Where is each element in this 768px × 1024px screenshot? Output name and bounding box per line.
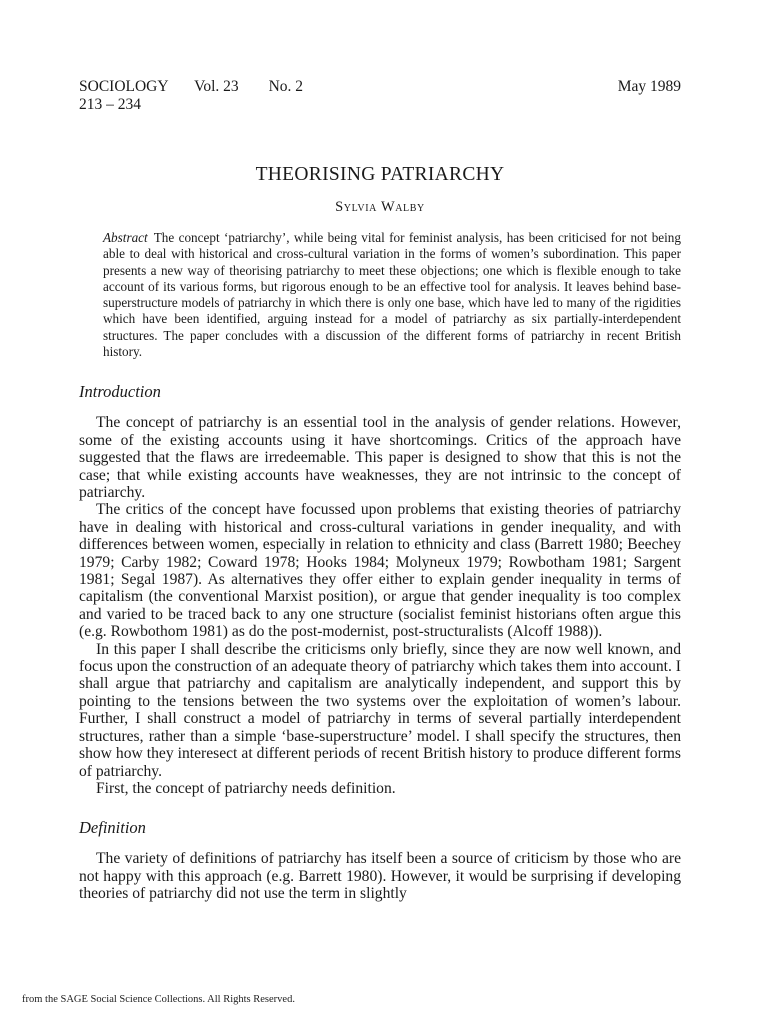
page-range: 213 – 234 [79, 96, 141, 113]
body-paragraph: In this paper I shall describe the criticisms only briefly, since they are now well known, and focus upon the construction of an adequate theory of patriarchy which takes them into account. I shall argue that patriarchy and capitalism are analytically independent, and support this by pointing to the tensions between the two systems over the exploitation of women’s labour. Further, I shall construct a model of patriarchy in terms of several partially interdependent structures, rather than a simple ‘base-superstructure’ model. I shall specify the structures, then show how they interesect at different periods of recent British history to produce different forms of patriarchy. [79, 640, 681, 780]
body-paragraph: First, the concept of patriarchy needs definition. [96, 779, 396, 797]
journal-date: May 1989 [617, 78, 681, 95]
journal-citation [79, 78, 329, 96]
abstract-label: Abstract [103, 230, 148, 245]
journal-issue: No. 2 [268, 78, 304, 95]
journal-header [79, 78, 681, 96]
journal-volume: Vol. 23 [194, 78, 239, 95]
section-heading-introduction: Introduction [79, 382, 161, 402]
body-paragraph: The critics of the concept have focussed upon problems that existing theories of patriarchy have in dealing with historical and cross-cultural variations in gender inequality, and with differences between women, especially in relation to ethnicity and class (Barrett 1980; Beechey 1979; Carby 1982; Coward 1978; Hooks 1984; Molyneux 1979; Rowbotham 1981; Sargent 1981; Segal 1987). As alternatives they offer either to explain gender inequality in terms of capitalism (the conventional Marxist position), or argue that gender inequality is too complex and varied to be traced back to any one structure (socialist feminist historians often argue this (e.g. Rowbothom 1981) as do the post-modernist, post-structuralists (Alcoff 1988)). [79, 501, 681, 641]
abstract [103, 230, 681, 360]
journal-name: SOCIOLOGY [79, 78, 169, 95]
abstract-text: The concept ‘patriarchy’, while being vital for feminist analysis, has been criticised for not being able to deal with historical and cross-cultural variation in the forms of women’s subordination. This paper presents a new way of theorising patriarchy to meet these objections; one which is flexible enough to take account of its various forms, but rigorous enough to be an effective tool for analysis. It leaves behind base-superstructure models of patriarchy in which there is only one base, which have led to many of the rigidities which have been identified, arguing instead for a model of patriarchy as six partially-interdependent structures. The paper concludes with a discussion of the different forms of patriarchy in recent British history. [103, 230, 681, 360]
article-title: THEORISING PATRIARCHY [255, 164, 505, 185]
body-paragraph: The variety of definitions of patriarchy has itself been a source of criticism by those who are not happy with this approach (e.g. Barrett 1980). However, it would be surprising if developing theories of patriarchy did not use the term in slightly [79, 850, 681, 903]
copyright-footer: from the SAGE Social Science Collections. All Rights Reserved. [22, 994, 295, 1005]
article-author: Sylvia Walby [335, 199, 425, 215]
section-heading-definition: Definition [79, 818, 146, 838]
article-page [79, 78, 681, 903]
body-paragraph: The concept of patriarchy is an essential tool in the analysis of gender relations. However, some of the existing accounts using it have shortcomings. Critics of the approach have suggested that the flaws are irredeemable. This paper is designed to show that this is not the case; that while existing accounts have weaknesses, they are not intrinsic to the concept of patriarchy. [79, 414, 681, 501]
